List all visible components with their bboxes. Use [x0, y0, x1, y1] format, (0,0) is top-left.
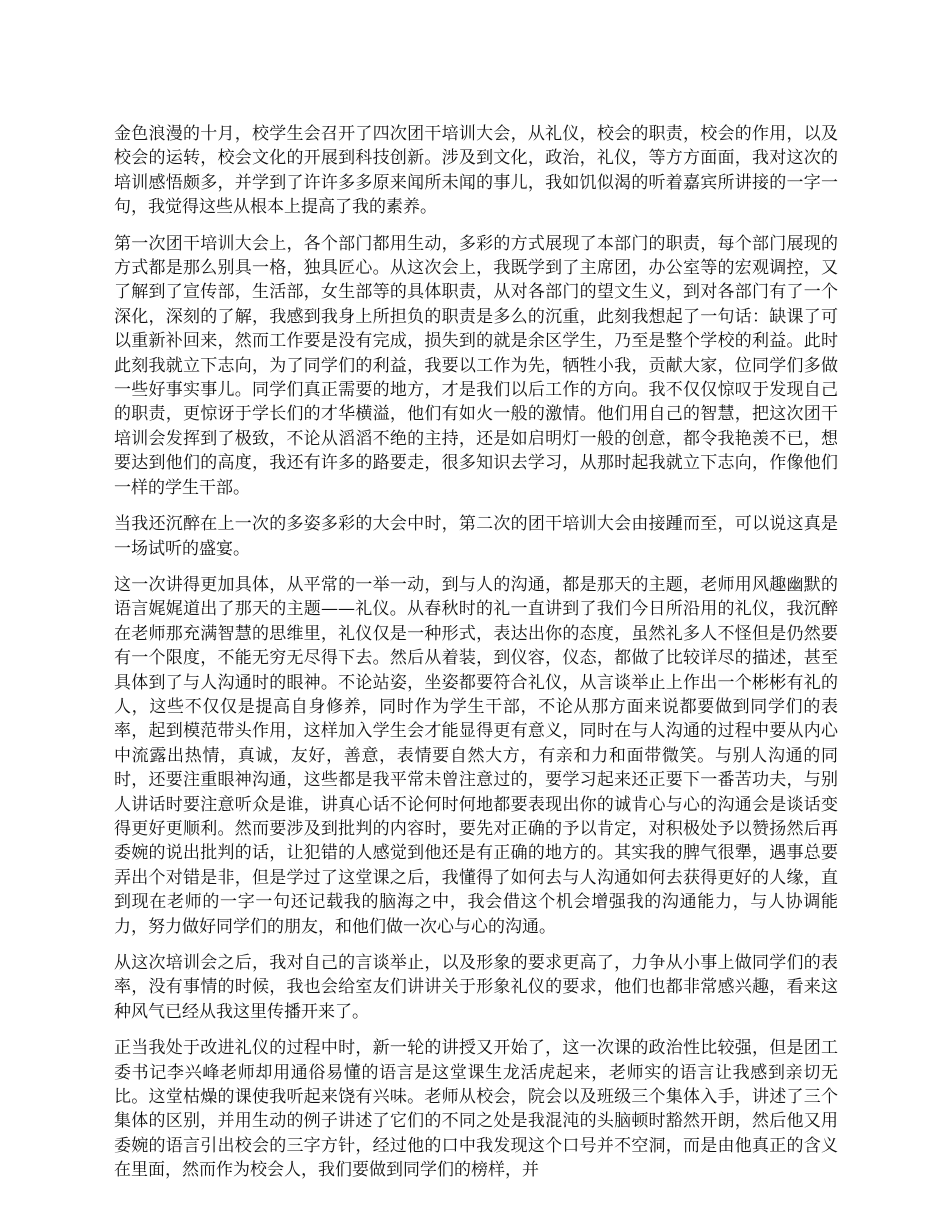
paragraph-3: 当我还沉醉在上一次的多姿多彩的大会中时，第二次的团干培训大会由接踵而至，可以说这真是一场试听的盛宴。 — [114, 514, 838, 559]
paragraph-5: 从这次培训会之后，我对自己的言谈举止，以及形象的要求更高了，力争从小事上做同学们的表率，没有事情的时候，我也会给室友们讲讲关于形象礼仪的要求，他们也都非常感兴趣，看来这种风气已经从我这里传播开来了。 — [114, 953, 838, 1022]
paragraph-1: 金色浪漫的十月，校学生会召开了四次团干培训大会，从礼仪，校会的职责，校会的作用，以及校会的运转，校会文化的开展到科技创新。涉及到文化，政治，礼仪，等方方面面，我对这次的培训感悟颇多，并学到了许许多多原来闻所未闻的事儿，我如饥似渴的听着嘉宾所讲接的一字一句，我觉得这些从根本上提高了我的素养。 — [114, 124, 838, 218]
paragraph-6: 正当我处于改进礼仪的过程中时，新一轮的讲授又开始了，这一次课的政治性比较强，但是团工委书记李兴峰老师却用通俗易懂的语言是这堂课生龙活虎起来，老师实的语言让我感到亲切无比。这堂枯燥的课使我听起来饶有兴味。老师从校会，院会以及班级三个集体入手，讲述了三个集体的区别，并用生动的例子讲述了它们的不同之处是我混沌的头脑顿时豁然开朗，然后他又用委婉的语言引出校会的三字方针，经过他的口中我发现这个口号并不空洞，而是由他真正的含义在里面，然而作为校会人，我们要做到同学们的榜样，并 — [114, 1038, 838, 1181]
paragraph-2: 第一次团干培训大会上，各个部门都用生动，多彩的方式展现了本部门的职责，每个部门展现的方式都是那么别具一格，独具匠心。从这次会上，我既学到了主席团，办公室等的宏观调控，又了解到了宣传部，生活部，女生部等的具体职责，从对各部门的望文生义，到对各部门有了一个深化，深刻的了解，我感到我身上所担负的职责是多么的沉重，此刻我想起了一句话：缺课了可以重新补回来，然而工作要是没有完成，损失到的就是余区学生，乃至是整个学校的利益。此时此刻我就立下志向，为了同学们的利益，我要以工作为先，牺牲小我，贡献大家，位同学们多做一些好事实事儿。同学们真正需要的地方，才是我们以后工作的方向。我不仅仅惊叹于发现自己的职责，更惊讶于学长们的才华横溢，他们有如火一般的激情。他们用自己的智慧，把这次团干培训会发挥到了极致，不论从滔滔不绝的主持，还是如启明灯一般的创意，都令我艳羡不已，想要达到他们的高度，我还有许多的路要走，很多知识去学习，从那时起我就立下志向，作像他们一样的学生干部。 — [114, 233, 838, 498]
paragraph-4: 这一次讲得更加具体，从平常的一举一动，到与人的沟通，都是那天的主题，老师用风趣幽默的语言娓娓道出了那天的主题——礼仪。从春秋时的礼一直讲到了我们今日所沿用的礼仪，我沉醉在老师那充满智慧的思维里，礼仪仅是一种形式，表达出你的态度，虽然礼多人不怪但是仍然要有一个限度，不能无穷无尽得下去。然后从着装，到仪容，仪态，都做了比较详尽的描述，甚至具体到了与人沟通时的眼神。不论站姿，坐姿都要符合礼仪，从言谈举止上作出一个彬彬有礼的人，这些不仅仅是提高自身修养，同时作为学生干部，不论从那方面来说都要做到同学们的表率，起到模范带头作用，这样加入学生会才能显得更有意义，同时在与人沟通的过程中要从内心中流露出热情，真诚，友好，善意，表情要自然大方，有亲和力和面带微笑。与别人沟通的同时，还要注重眼神沟通，这些都是我平常未曾注意过的，要学习起来还正要下一番苦功夫，与别人讲话时要注意听众是谁，讲真心话不论何时何地都要表现出你的诚肯心与心的沟通会是谈话变得更好更顺利。然而要涉及到批判的内容时，要先对正确的予以肯定，对积极处予以赞扬然后再委婉的说出批判的话，让犯错的人感觉到他还是有正确的地方的。其实我的脾气很犟，遇事总要弄出个对错是非，但是学过了这堂课之后，我懂得了如何去与人沟通如何去获得更好的人缘，直到现在老师的一字一句还记载我的脑海之中，我会借这个机会增强我的沟通能力，与人协调能力，努力做好同学们的朋友，和他们做一次心与心的沟通。 — [114, 574, 838, 937]
document-body — [114, 122, 838, 1195]
